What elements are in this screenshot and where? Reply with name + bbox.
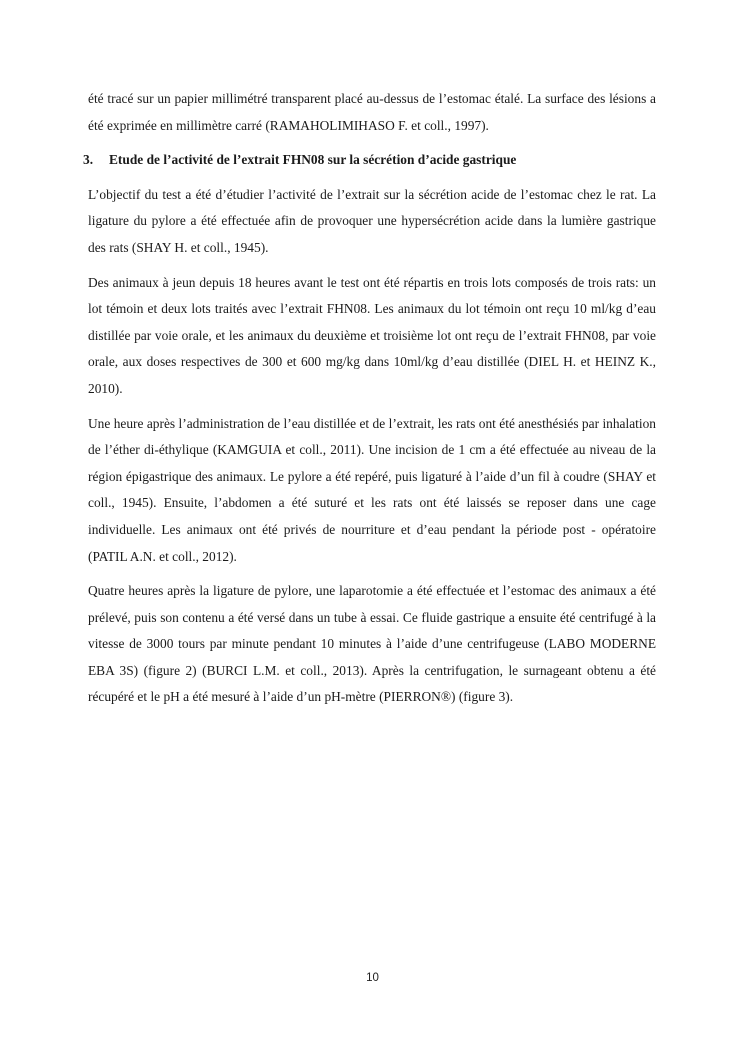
page-number: 10 xyxy=(366,972,379,984)
paragraph-surgery: Une heure après l’administration de l’eau distillée et de l’extrait, les rats ont été anesthésiés par inhalation de l’éther di-éthylique (KAMGUIA et coll., 2011). Une incision de 1 cm a été effectuée au niveau de la région épigastrique des animaux. Le pylore a été repéré, puis ligaturé à l’aide d’un fil à coudre (SHAY et coll., 1945). Ensuite, l’abdomen a été suturé et les rats ont été laissés se reposer dans une cage individuelle. Les animaux ont été privés de nourriture et d’eau pendant la période post - opératoire (PATIL A.N. et coll., 2012). xyxy=(88,415,656,564)
section-number: 3. xyxy=(83,152,94,168)
paragraph-animals: Des animaux à jeun depuis 18 heures avant le test ont été répartis en trois lots composés de trois rats: un lot témoin et deux lots traités avec l’extrait FHN08. Les animaux du lot témoin ont reçu 10 ml/kg d’eau distillée par voie orale, et les animaux du deuxième et troisième lot ont reçu de l’extrait FHN08, par voie orale, aux doses respectives de 300 et 600 mg/kg dans 10ml/kg d’eau distillée (DIEL H. et HEINZ K., 2010). xyxy=(88,274,656,396)
section-title: Etude de l’activité de l’extrait FHN08 sur la sécrétion d’acide gastrique xyxy=(109,152,517,168)
paragraph-objective: L’objectif du test a été d’étudier l’activité de l’extrait sur la sécrétion acide de l’estomac chez le rat. La ligature du pylore a été effectuée afin de provoquer une hypersécrétion acide dans la lumière gastrique des rats (SHAY H. et coll., 1945). xyxy=(88,186,656,255)
paragraph-intro: été tracé sur un papier millimétré transparent placé au-dessus de l’estomac étalé. La surface des lésions a été exprimée en millimètre carré (RAMAHOLIMIHASO F. et coll., 1997). xyxy=(88,91,656,133)
body-text xyxy=(83,86,656,719)
section-heading xyxy=(83,147,656,174)
paragraph-centrifugation: Quatre heures après la ligature de pylore, une laparotomie a été effectuée et l’estomac des animaux a été prélevé, puis son contenu a été versé dans un tube à essai. Ce fluide gastrique a ensuite été centrifugé à la vitesse de 3000 tours par minute pendant 10 minutes à l’aide d’une centrifugeuse (LABO MODERNE EBA 3S) (figure 2) (BURCI L.M. et coll., 2013). Après la centrifugation, le surnageant obtenu a été récupéré et le pH a été mesuré à l’aide d’un pH-mètre (PIERRON®) (figure 3). xyxy=(88,583,656,705)
